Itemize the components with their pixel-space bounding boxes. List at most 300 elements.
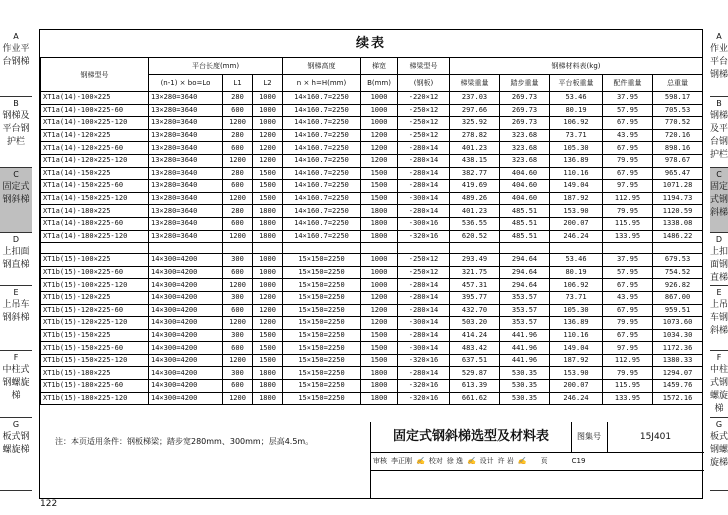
table-cell: 14×160.7=2250: [283, 142, 361, 155]
table-cell: XT1b(15)-180×225-120: [41, 392, 149, 405]
table-cell: 269.73: [500, 104, 550, 117]
table-cell: 15×150=2250: [283, 291, 361, 304]
table-cell: 15×150=2250: [283, 354, 361, 367]
table-row: [41, 129, 703, 142]
header-l1: L1: [223, 75, 253, 92]
table-cell: 1172.36: [653, 342, 703, 355]
table-cell: 485.51: [500, 230, 550, 243]
table-cell: XT1b(15)-100×225-60: [41, 266, 149, 279]
table-cell: 395.77: [450, 291, 500, 304]
table-cell: 105.30: [550, 142, 603, 155]
table-cell: 600: [223, 304, 253, 317]
table-cell: 1500: [361, 192, 398, 205]
header-materials: 钢梯材料表(kg): [450, 58, 703, 75]
table-row: [41, 117, 703, 130]
table-cell: 485.51: [500, 205, 550, 218]
table-cell: 1200: [223, 317, 253, 330]
table-cell: 149.04: [550, 342, 603, 355]
table-cell: 14×160.7=2250: [283, 230, 361, 243]
table-cell: 1200: [361, 154, 398, 167]
table-cell: 15×150=2250: [283, 304, 361, 317]
table-cell: 1800: [361, 380, 398, 393]
table-cell: 419.69: [450, 180, 500, 193]
table-row: [41, 104, 703, 117]
section-letter: F: [716, 353, 722, 362]
table-cell: 1200: [361, 317, 398, 330]
table-cell: 246.24: [550, 392, 603, 405]
section-letter: F: [13, 353, 19, 362]
table-cell: 530.35: [500, 367, 550, 380]
table-cell: 600: [223, 180, 253, 193]
table-cell: 353.57: [500, 291, 550, 304]
table-cell: -320×16: [398, 380, 450, 393]
table-cell: 73.71: [550, 291, 603, 304]
table-cell: 637.51: [450, 354, 500, 367]
reviewer-signature: ✍: [416, 457, 425, 465]
table-cell: 67.95: [603, 329, 653, 342]
table-cell: -280×14: [398, 142, 450, 155]
signature-row: [371, 452, 704, 471]
section-label: 固定式钢斜梯: [710, 182, 728, 218]
table-cell: -280×14: [398, 329, 450, 342]
table-cell: 600: [223, 380, 253, 393]
table-cell: 14×300=4200: [149, 342, 223, 355]
table-cell: 323.68: [500, 142, 550, 155]
table-cell: 13×280=3640: [149, 117, 223, 130]
empty-cell: [398, 243, 450, 254]
empty-cell: [603, 243, 653, 254]
table-cell: 1200: [361, 129, 398, 142]
table-cell: 1500: [253, 342, 283, 355]
table-cell: 43.95: [603, 129, 653, 142]
table-cell: 1338.08: [653, 217, 703, 230]
table-cell: 37.95: [603, 92, 653, 105]
section-letter: C: [13, 170, 19, 179]
table-cell: 1800: [253, 205, 283, 218]
table-cell: 503.20: [450, 317, 500, 330]
table-cell: -300×16: [398, 217, 450, 230]
section-tab-b[interactable]: [710, 97, 728, 168]
table-cell: 15×150=2250: [283, 392, 361, 405]
empty-cell: [149, 243, 223, 254]
table-cell: 110.16: [550, 167, 603, 180]
table-cell: 1800: [253, 367, 283, 380]
table-cell: 432.70: [450, 304, 500, 317]
table-cell: -280×14: [398, 279, 450, 292]
table-cell: 293.49: [450, 254, 500, 267]
table-cell: 1000: [253, 117, 283, 130]
table-cell: XT1a(14)-180×225: [41, 205, 149, 218]
table-cell: 300: [223, 291, 253, 304]
empty-cell: [500, 243, 550, 254]
table-cell: XT1a(14)-120×225-120: [41, 154, 149, 167]
table-cell: 1200: [223, 279, 253, 292]
table-cell: 280: [223, 129, 253, 142]
table-row: [41, 180, 703, 193]
table-cell: XT1b(15)-120×225: [41, 291, 149, 304]
section-letter: E: [13, 288, 19, 297]
table-cell: 1200: [253, 129, 283, 142]
table-row: [41, 154, 703, 167]
section-tab-g[interactable]: [710, 418, 728, 491]
section-label: 作业平台钢梯: [710, 44, 728, 80]
table-cell: -320×16: [398, 230, 450, 243]
section-label: 板式钢螺旋梯: [710, 432, 728, 468]
section-letter: B: [13, 99, 19, 108]
table-cell: XT1b(15)-100×225: [41, 254, 149, 267]
table-cell: 1500: [253, 329, 283, 342]
table-cell: 269.73: [500, 92, 550, 105]
section-label: 上吊车钢斜梯: [710, 300, 728, 336]
table-cell: 1800: [361, 392, 398, 405]
section-tab-e[interactable]: [0, 286, 32, 351]
table-cell: 489.26: [450, 192, 500, 205]
table-cell: 1000: [361, 254, 398, 267]
section-tab-a[interactable]: [710, 30, 728, 97]
table-row: [41, 142, 703, 155]
header-platform-length: 平台长度(mm): [149, 58, 283, 75]
table-cell: 200.07: [550, 217, 603, 230]
table-cell: 325.92: [450, 117, 500, 130]
table-cell: 14×160.7=2250: [283, 129, 361, 142]
table-cell: 13×280=3640: [149, 192, 223, 205]
table-cell: 867.00: [653, 291, 703, 304]
reviewer-name: 李正刚: [391, 457, 412, 465]
table-cell: 97.95: [603, 342, 653, 355]
table-cell: 15×150=2250: [283, 329, 361, 342]
table-row: [41, 367, 703, 380]
table-cell: 1380.33: [653, 354, 703, 367]
section-tab-f[interactable]: [710, 351, 728, 418]
table-cell: 112.95: [603, 192, 653, 205]
table-cell: XT1a(14)-100×225-120: [41, 117, 149, 130]
table-cell: 300: [223, 329, 253, 342]
table-row: [41, 317, 703, 330]
header-height: 钢梯高度: [283, 58, 361, 75]
header-l2: L2: [253, 75, 283, 92]
section-letter: A: [13, 32, 19, 41]
table-cell: 1800: [361, 367, 398, 380]
table-cell: 14×300=4200: [149, 354, 223, 367]
table-row: [41, 266, 703, 279]
table-cell: 187.92: [550, 192, 603, 205]
section-tab-g[interactable]: [0, 418, 32, 491]
empty-cell: [41, 243, 149, 254]
table-cell: 246.24: [550, 230, 603, 243]
checker-name: 徐 逸: [446, 457, 463, 465]
table-cell: 15×150=2250: [283, 367, 361, 380]
section-letter: A: [716, 32, 722, 41]
table-cell: 300: [223, 367, 253, 380]
table-cell: 14×160.7=2250: [283, 167, 361, 180]
table-cell: 14×160.7=2250: [283, 154, 361, 167]
table-cell: 14×300=4200: [149, 392, 223, 405]
table-cell: -280×14: [398, 304, 450, 317]
table-cell: 1071.28: [653, 180, 703, 193]
table-cell: 1200: [253, 142, 283, 155]
table-cell: 14×160.7=2250: [283, 217, 361, 230]
table-cell: 57.95: [603, 266, 653, 279]
check-label: 校对: [428, 457, 443, 465]
table-cell: 600: [223, 342, 253, 355]
table-cell: 1200: [253, 291, 283, 304]
table-cell: 1486.22: [653, 230, 703, 243]
table-cell: 441.96: [500, 354, 550, 367]
designer-signature: ✍: [517, 457, 527, 465]
table-cell: 1000: [361, 104, 398, 117]
table-cell: 67.95: [603, 279, 653, 292]
header-platform-weight: 平台板重量: [550, 75, 603, 92]
review-label: 审核: [373, 457, 387, 465]
table-cell: 1200: [223, 154, 253, 167]
table-cell: 133.95: [603, 230, 653, 243]
table-cell: 705.53: [653, 104, 703, 117]
section-letter: G: [12, 420, 20, 429]
table-cell: -320×16: [398, 354, 450, 367]
sheet-page: C19: [571, 457, 586, 465]
table-cell: 530.35: [500, 380, 550, 393]
section-label: 上扣面钢直梯: [710, 247, 728, 283]
section-label: 固定式钢斜梯: [2, 182, 30, 205]
table-cell: 14×160.7=2250: [283, 117, 361, 130]
table-cell: 14×300=4200: [149, 254, 223, 267]
table-cell: 294.64: [500, 279, 550, 292]
table-cell: 13×280=3640: [149, 104, 223, 117]
empty-cell: [550, 243, 603, 254]
table-cell: 1459.76: [653, 380, 703, 393]
table-cell: 153.90: [550, 367, 603, 380]
header-total-weight: 总重量: [653, 75, 703, 92]
header-fitting-weight: 配件重量: [603, 75, 653, 92]
table-cell: 1000: [361, 279, 398, 292]
table-cell: 187.92: [550, 354, 603, 367]
table-cell: 1200: [361, 291, 398, 304]
table-cell: 1194.73: [653, 192, 703, 205]
table-row: [41, 92, 703, 105]
section-tab-d[interactable]: [710, 233, 728, 286]
table-cell: 15×150=2250: [283, 266, 361, 279]
section-label: 中柱式钢螺旋梯: [710, 365, 728, 414]
table-cell: 133.95: [603, 392, 653, 405]
table-cell: 1000: [361, 92, 398, 105]
table-cell: 679.53: [653, 254, 703, 267]
table-cell: 53.46: [550, 254, 603, 267]
table-cell: 598.17: [653, 92, 703, 105]
table-cell: 1500: [361, 354, 398, 367]
section-tab-c[interactable]: [0, 168, 32, 233]
table-cell: 353.57: [500, 304, 550, 317]
footnote: 注：本页适用条件：钢板梯梁；踏步宽280mm、300mm；层高4.5m。: [55, 437, 314, 446]
table-cell: 14×300=4200: [149, 367, 223, 380]
table-cell: 1572.16: [653, 392, 703, 405]
drawing-sheet: [39, 29, 703, 499]
table-row: [41, 392, 703, 405]
table-cell: 1500: [361, 180, 398, 193]
table-cell: 269.73: [500, 117, 550, 130]
table-cell: 1200: [223, 230, 253, 243]
table-cell: 280: [223, 167, 253, 180]
table-cell: 153.90: [550, 205, 603, 218]
table-cell: -280×14: [398, 205, 450, 218]
table-cell: 978.67: [653, 154, 703, 167]
header-beam-weight: 梯梁重量: [450, 75, 500, 92]
table-cell: 1800: [253, 380, 283, 393]
section-letter: C: [716, 170, 722, 179]
table-cell: 294.64: [500, 266, 550, 279]
table-cell: XT1a(14)-180×225-60: [41, 217, 149, 230]
table-cell: 112.95: [603, 354, 653, 367]
table-cell: -250×12: [398, 129, 450, 142]
table-cell: 13×280=3640: [149, 129, 223, 142]
table-cell: 1500: [253, 192, 283, 205]
table-cell: 600: [223, 104, 253, 117]
table-cell: XT1a(14)-120×225-60: [41, 142, 149, 155]
table-cell: 13×280=3640: [149, 217, 223, 230]
table-cell: 661.62: [450, 392, 500, 405]
table-cell: 1800: [253, 230, 283, 243]
table-cell: 73.71: [550, 129, 603, 142]
table-cell: 14×300=4200: [149, 291, 223, 304]
table-cell: 404.60: [500, 167, 550, 180]
table-row: [41, 254, 703, 267]
table-cell: 620.52: [450, 230, 500, 243]
table-row: [41, 167, 703, 180]
table-cell: 15×150=2250: [283, 254, 361, 267]
table-cell: 321.75: [450, 266, 500, 279]
table-cell: 13×280=3640: [149, 167, 223, 180]
table-row: [41, 354, 703, 367]
section-tab-e[interactable]: [710, 286, 728, 351]
table-row: [41, 205, 703, 218]
header-width: 梯宽: [361, 58, 398, 75]
table-cell: 13×280=3640: [149, 92, 223, 105]
table-cell: 414.24: [450, 329, 500, 342]
table-cell: 1200: [253, 154, 283, 167]
table-cell: 110.16: [550, 329, 603, 342]
table-cell: 67.95: [603, 167, 653, 180]
section-tab-c[interactable]: [710, 168, 728, 233]
table-cell: 13×280=3640: [149, 230, 223, 243]
table-cell: XT1a(14)-150×225: [41, 167, 149, 180]
page-label: 页: [540, 457, 548, 465]
table-cell: 1800: [253, 217, 283, 230]
header-width-sub: B(mm): [361, 75, 398, 92]
table-cell: XT1a(14)-150×225-120: [41, 192, 149, 205]
table-cell: 1000: [361, 266, 398, 279]
section-tab-a[interactable]: [0, 30, 32, 97]
section-tab-b[interactable]: [0, 97, 32, 168]
table-cell: 770.52: [653, 117, 703, 130]
table-cell: 720.16: [653, 129, 703, 142]
section-letter: E: [716, 288, 722, 297]
table-cell: 294.64: [500, 254, 550, 267]
header-step-weight: 踏步重量: [500, 75, 550, 92]
table-cell: -300×14: [398, 317, 450, 330]
table-cell: 15×150=2250: [283, 342, 361, 355]
section-tab-f[interactable]: [0, 351, 32, 418]
table-cell: 1200: [253, 317, 283, 330]
table-cell: 15×150=2250: [283, 380, 361, 393]
table-cell: 1500: [253, 354, 283, 367]
table-cell: 14×300=4200: [149, 266, 223, 279]
table-cell: 106.92: [550, 279, 603, 292]
section-tab-d[interactable]: [0, 233, 32, 286]
table-cell: 441.96: [500, 329, 550, 342]
table-cell: 529.87: [450, 367, 500, 380]
table-cell: 600: [223, 217, 253, 230]
table-cell: 14×300=4200: [149, 304, 223, 317]
empty-cell: [361, 243, 398, 254]
table-cell: 13×280=3640: [149, 205, 223, 218]
table-cell: 67.95: [603, 117, 653, 130]
atlas-label: 图集号: [571, 422, 608, 453]
table-cell: 1073.60: [653, 317, 703, 330]
table-cell: 13×280=3640: [149, 180, 223, 193]
table-cell: 613.39: [450, 380, 500, 393]
table-cell: 1000: [253, 279, 283, 292]
table-cell: 115.95: [603, 217, 653, 230]
section-label: 钢梯及平台钢护栏: [2, 111, 30, 147]
table-cell: 1500: [253, 167, 283, 180]
table-cell: 14×160.7=2250: [283, 205, 361, 218]
table-row: [41, 342, 703, 355]
table-cell: -300×14: [398, 342, 450, 355]
table-cell: 754.52: [653, 266, 703, 279]
table-cell: 1034.30: [653, 329, 703, 342]
table-cell: 438.15: [450, 154, 500, 167]
table-cell: 105.30: [550, 304, 603, 317]
table-cell: 353.57: [500, 317, 550, 330]
empty-cell: [450, 243, 500, 254]
table-cell: 323.68: [500, 129, 550, 142]
table-cell: 1000: [253, 254, 283, 267]
table-row: [41, 380, 703, 393]
table-cell: -280×14: [398, 180, 450, 193]
table-cell: 237.03: [450, 92, 500, 105]
table-cell: 14×300=4200: [149, 279, 223, 292]
table-row: [41, 230, 703, 243]
section-letter: G: [715, 420, 723, 429]
header-beam-sub: (钢板): [398, 75, 450, 92]
section-label: 板式钢螺旋梯: [2, 432, 30, 455]
table-cell: 959.51: [653, 304, 703, 317]
table-cell: 280: [223, 205, 253, 218]
header-height-sub: n × h=H(mm): [283, 75, 361, 92]
empty-cell: [653, 243, 703, 254]
table-cell: 485.51: [500, 217, 550, 230]
table-cell: 1800: [361, 230, 398, 243]
table-cell: 136.89: [550, 154, 603, 167]
table-cell: -320×16: [398, 392, 450, 405]
table-cell: 1200: [361, 142, 398, 155]
section-label: 作业平台钢梯: [2, 44, 30, 67]
table-cell: 15×150=2250: [283, 317, 361, 330]
table-cell: 53.46: [550, 92, 603, 105]
table-row: [41, 304, 703, 317]
table-row: [41, 217, 703, 230]
table-cell: 1000: [253, 266, 283, 279]
title-block: [370, 422, 704, 499]
table-row: [41, 192, 703, 205]
table-cell: XT1a(14)-100×225-60: [41, 104, 149, 117]
table-cell: 1800: [361, 217, 398, 230]
empty-cell: [223, 243, 253, 254]
table-cell: 1200: [223, 354, 253, 367]
page-number: 122: [40, 499, 58, 509]
table-cell: 80.19: [550, 104, 603, 117]
header-model: 钢梯型号: [41, 58, 149, 92]
table-cell: 14×160.7=2250: [283, 192, 361, 205]
